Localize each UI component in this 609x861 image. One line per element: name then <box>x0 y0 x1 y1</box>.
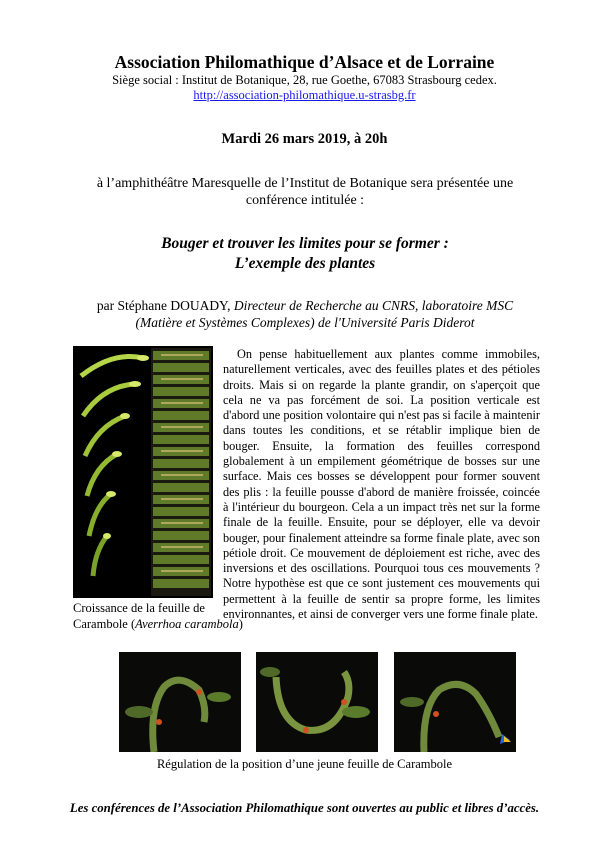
intro-line-2: conférence intitulée : <box>245 193 365 208</box>
speaker-info <box>60 297 550 331</box>
footer-note: Les conférences de l’Association Philomathique sont ouvertes au public et libres d’accès. <box>69 801 540 815</box>
event-date: Mardi 26 mars 2019, à 20h <box>221 131 388 147</box>
leaf-growth-caption <box>73 600 243 632</box>
organization-address: Siège social : Institut de Botanique, 28, rue Goethe, 67083 Strasbourg cedex. <box>112 73 497 87</box>
talk-title-line-1: Bouger et trouver les limites pour se former : <box>161 235 449 252</box>
talk-title-line-2: L’exemple des plantes <box>234 255 376 272</box>
caption-left-line-1: Croissance de la feuille de <box>73 601 205 615</box>
latin-name: Averrhoa carambola <box>135 617 239 631</box>
speaker-name: par Stéphane DOUADY, <box>96 298 231 313</box>
leaf-position-photo-2 <box>256 652 378 752</box>
leaf-growth-image <box>73 346 213 598</box>
event-intro <box>80 175 530 209</box>
organization-title: Association Philomathique d’Alsace et de Lorraine <box>114 52 495 72</box>
caption-left-line-2: Carambole (Averrhoa carambola) <box>73 617 243 631</box>
abstract-text: On pense habituellement aux plantes comme immobiles, naturellement verticales, avec des feuilles plates et des pétioles droits. Mais si on regarde la plante grandir, on s'aperçoit que cela ne va pas forcément de soi. La position verticale est d'abord une position volontaire qui n'est pas si facile à maintenir dans toutes les conditions, et se rétablir implique bien de bouger. Ensuite, la formation des feuilles correspond globalement à un empilement géométrique de bosses sur une surface. Mais ces bosses se développent pour former souvent des plis : la feuille pousse d'abord de manière froissée, coincée à l'intérieur du bourgeon. Cela a un impact très net sur la forme finale de la feuille. Ensuite, pour se déployer, elle va devoir bouger, pour finalement atteindre sa forme finale plate, avec son pétiole droit. Ce mouvement de déploiement est riche, avec des inversions et des oscillations. Pourquoi tous ces mouvements ? Notre hypothèse est que ce sont justement ces mouvements qui permettent à la feuille de sentir sa propre forme, les limites environnantes, et ainsi de converger vers une forme finale plate. <box>223 347 540 622</box>
talk-title <box>60 234 550 274</box>
organization-link[interactable]: http://association-philomathique.u-strasbg.fr <box>193 88 416 102</box>
speaker-affiliation-2: (Matière et Systèmes Complexes) de l'Université Paris Diderot <box>135 315 475 330</box>
leaf-position-photo-1 <box>119 652 241 752</box>
speaker-line-1 <box>60 297 550 314</box>
leaf-position-photo-3 <box>394 652 516 752</box>
intro-line-1: à l’amphithéâtre Maresquelle de l’Institut de Botanique sera présentée une <box>96 176 514 191</box>
leaf-position-caption: Régulation de la position d’une jeune feuille de Carambole <box>156 757 453 771</box>
speaker-affiliation-1: Directeur de Recherche au CNRS, laboratoire MSC <box>233 298 514 313</box>
